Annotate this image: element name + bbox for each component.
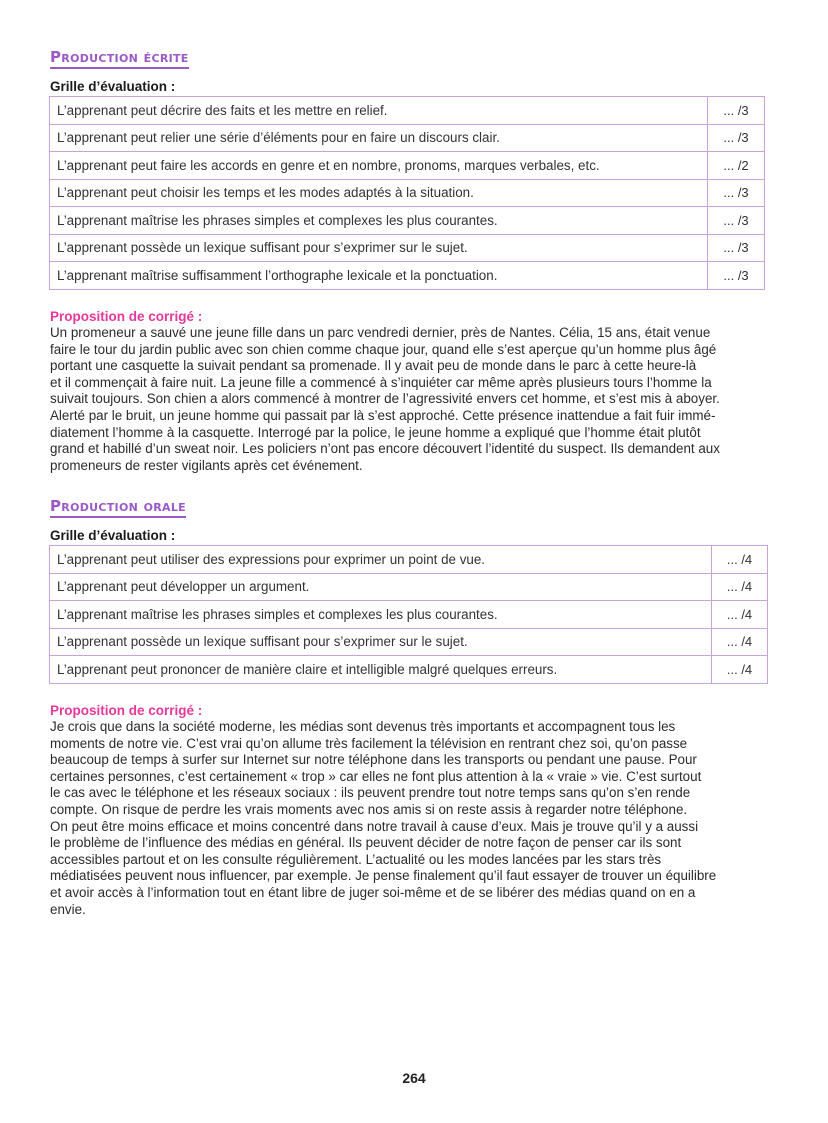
- oral-grid-label: Grille d’évaluation :: [50, 528, 176, 543]
- criterion-score: ... /3: [708, 124, 765, 152]
- criterion-text: L’apprenant possède un lexique suffisant pour s’exprimer sur le sujet.: [50, 628, 712, 656]
- criterion-score: ... /4: [712, 628, 768, 656]
- criterion-text: L’apprenant peut relier une série d’éléments pour en faire un discours clair.: [50, 124, 708, 152]
- criterion-score: ... /4: [712, 656, 768, 684]
- paragraph-line: On peut être moins efficace et moins concentré dans notre travail à cause d’eux. Mais je trouve qu’il y a aussi: [50, 818, 699, 834]
- oral-correction-text: [50, 719, 780, 918]
- grid-row: [50, 601, 768, 629]
- grid-row: [50, 124, 765, 152]
- paragraph-line: Alerté par le bruit, un jeune homme qui passait par là s’est approché. Cette présence inattendue a fait fuir immé-: [50, 407, 716, 423]
- grid-row: [50, 207, 765, 235]
- grid-row: [50, 97, 765, 125]
- written-evaluation-grid: [49, 96, 765, 290]
- criterion-score: ... /4: [712, 573, 768, 601]
- grid-row: [50, 656, 768, 684]
- criterion-score: ... /4: [712, 601, 768, 629]
- paragraph-line: Un promeneur a sauvé une jeune fille dans un parc vendredi dernier, près de Nantes. Célia, 15 ans, était venue: [50, 325, 711, 340]
- paragraph-line: beaucoup de temps à surfer sur Internet sur notre téléphone dans les transports ou pendant une pause. Pour: [50, 752, 697, 768]
- written-grid-label: Grille d’évaluation :: [50, 79, 176, 94]
- criterion-score: ... /3: [708, 262, 765, 290]
- grid-row: [50, 546, 768, 574]
- criterion-text: L’apprenant maîtrise suffisamment l’orthographe lexicale et la ponctuation.: [50, 262, 708, 290]
- paragraph-line: et il commençait à faire nuit. La jeune fille a commencé à s’inquiéter car même après plusieurs tours l’homme la: [50, 374, 712, 390]
- page-number: 264: [402, 1070, 426, 1086]
- grid-row: [50, 152, 765, 180]
- criterion-score: ... /3: [708, 97, 765, 125]
- paragraph-line: diatement l’homme à la casquette. Interrogé par la police, le jeune homme a expliqué que l’homme était plutôt: [50, 424, 701, 440]
- paragraph-line: envie.: [50, 901, 86, 917]
- criterion-text: L’apprenant peut choisir les temps et les modes adaptés à la situation.: [50, 179, 708, 207]
- grid-row: [50, 628, 768, 656]
- criterion-score: ... /3: [708, 234, 765, 262]
- criterion-score: ... /2: [708, 152, 765, 180]
- paragraph-line: le cas avec le téléphone et les réseaux sociaux : ils peuvent prendre tout notre temps sans qu’on s’en rende: [50, 785, 691, 801]
- oral-correction-label: Proposition de corrigé :: [50, 703, 203, 718]
- paragraph-line: moments de notre vie. C’est vrai qu’on allume très facilement la télévision en rentrant chez soi, qu’on passe: [50, 735, 688, 751]
- criterion-text: L’apprenant peut faire les accords en genre et en nombre, pronoms, marques verbales, etc.: [50, 152, 708, 180]
- grid-row: [50, 262, 765, 290]
- criterion-text: L’apprenant peut développer un argument.: [50, 573, 712, 601]
- paragraph-line: certaines personnes, c’est certainement « trop » car elles ne font plus attention à la « vraie » vie. C’est surtout: [50, 768, 702, 784]
- oral-evaluation-grid: [49, 545, 768, 684]
- paragraph-line: Je crois que dans la société moderne, les médias sont devenus très importants et accompagnent tous les: [50, 719, 676, 734]
- grid-row: [50, 179, 765, 207]
- paragraph-line: accessibles partout et on les consulte régulièrement. L’actualité ou les modes lancées par les stars très: [50, 851, 662, 867]
- written-section-title: Production écrite: [50, 48, 189, 69]
- paragraph-line: grand et habillé d’un sweat noir. Les policiers n’ont pas encore découvert l’identité du suspect. Ils demandent aux: [50, 441, 720, 457]
- paragraph-line: le problème de l’influence des médias en général. Ils peuvent décider de notre façon de penser car ils sont: [50, 835, 682, 851]
- paragraph-line: promeneurs de rester vigilants après cet événement.: [50, 457, 363, 473]
- written-correction-text: [50, 325, 780, 474]
- grid-row: [50, 573, 768, 601]
- criterion-text: L’apprenant peut décrire des faits et les mettre en relief.: [50, 97, 708, 125]
- criterion-score: ... /3: [708, 207, 765, 235]
- criterion-text: L’apprenant possède un lexique suffisant pour s’exprimer sur le sujet.: [50, 234, 708, 262]
- criterion-score: ... /3: [708, 179, 765, 207]
- paragraph-line: compte. On risque de perdre les vrais moments avec nos amis si on reste assis à regarder notre téléphone.: [50, 801, 688, 817]
- criterion-text: L’apprenant maîtrise les phrases simples et complexes les plus courantes.: [50, 601, 712, 629]
- paragraph-line: portant une casquette la suivait pendant sa promenade. Il y avait peu de monde dans le parc à cette heure-là: [50, 358, 697, 374]
- criterion-text: L’apprenant peut utiliser des expressions pour exprimer un point de vue.: [50, 546, 712, 574]
- oral-section-title: Production orale: [50, 497, 186, 518]
- criterion-text: L’apprenant peut prononcer de manière claire et intelligible malgré quelques erreurs.: [50, 656, 712, 684]
- grid-row: [50, 234, 765, 262]
- paragraph-line: médiatisées peuvent nous influencer, par exemple. Je pense finalement qu’il faut essayer de trouver un équilibre: [50, 868, 717, 884]
- criterion-score: ... /4: [712, 546, 768, 574]
- criterion-text: L’apprenant maîtrise les phrases simples et complexes les plus courantes.: [50, 207, 708, 235]
- paragraph-line: suivait toujours. Son chien a alors commencé à montrer de l’agressivité envers cet homme, et s’est mis à aboyer.: [50, 391, 720, 407]
- paragraph-line: et avoir accès à l’information tout en étant libre de juger soi-même et de se libérer des médias quand on en a: [50, 884, 696, 900]
- written-correction-label: Proposition de corrigé :: [50, 309, 203, 324]
- paragraph-line: faire le tour du jardin public avec son chien comme chaque jour, quand elle s’est aperçue qu’un homme plus âgé: [50, 341, 717, 357]
